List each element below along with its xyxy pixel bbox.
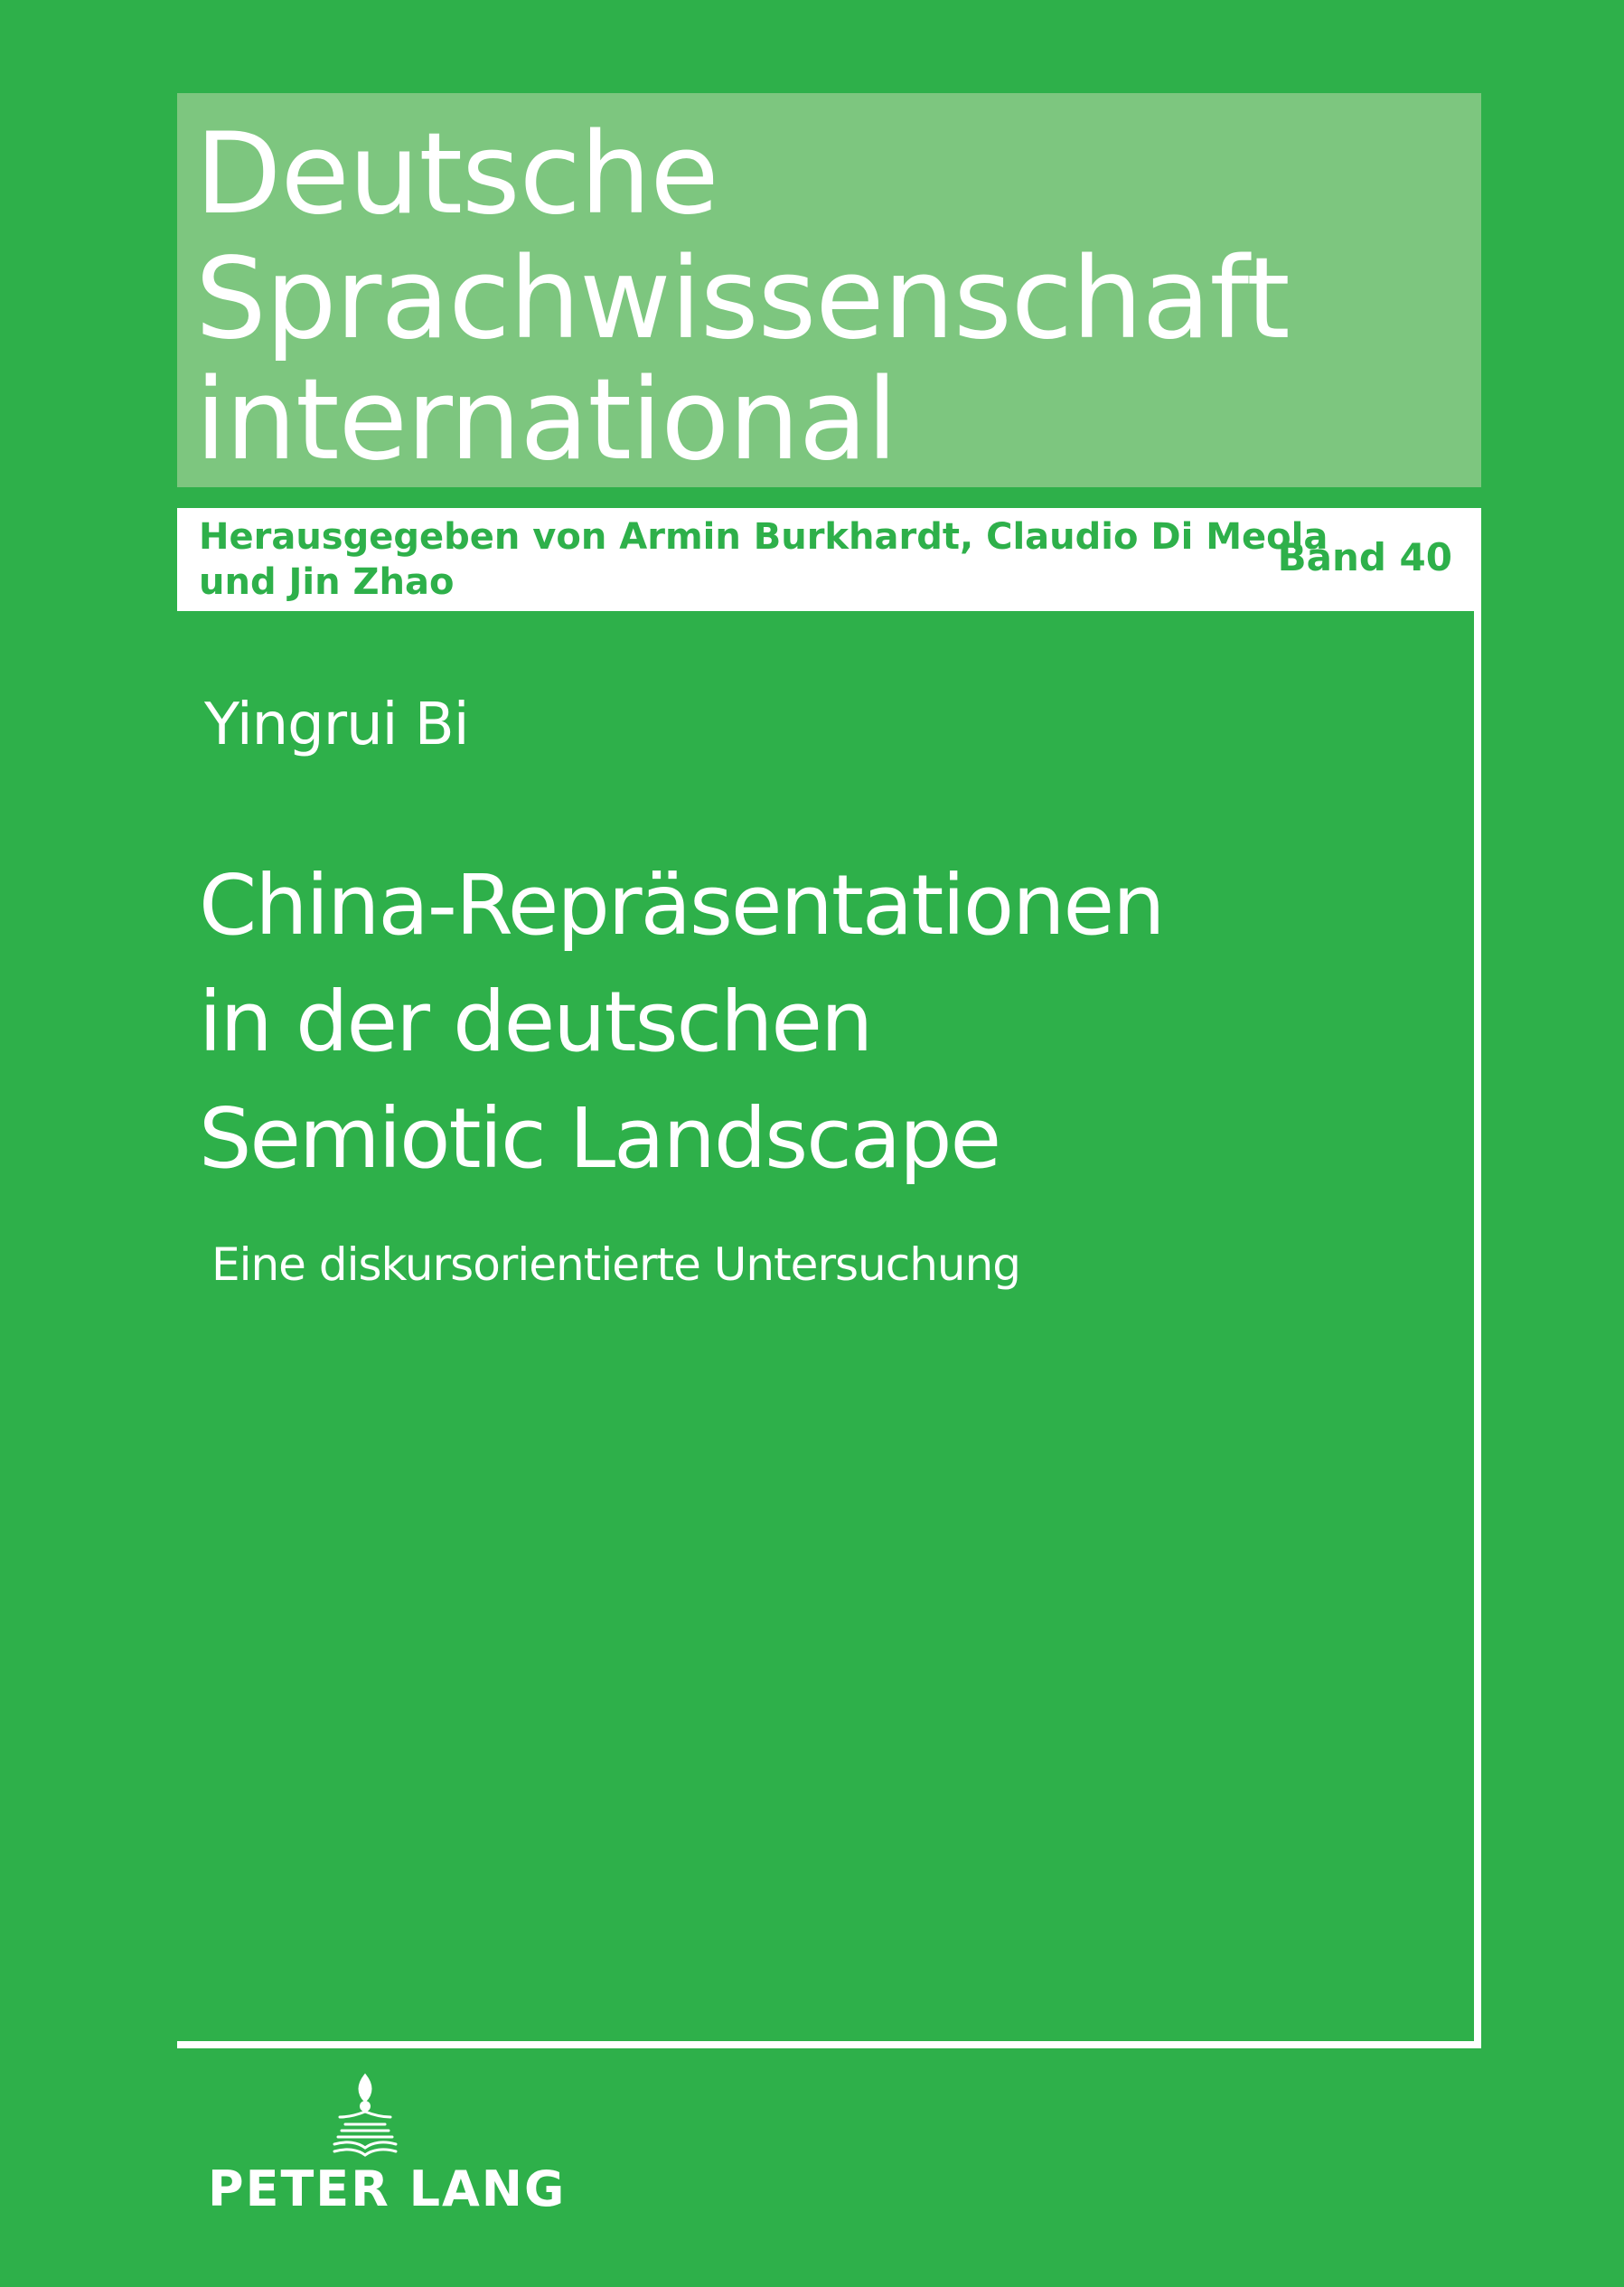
book-subtitle: Eine diskursorientierte Untersuchung — [211, 1238, 1021, 1291]
editors-text: Herausgegeben von Armin Burkhardt, Claudio Di Meola — [199, 516, 1328, 558]
book-title-line: in der deutschen — [199, 974, 872, 1070]
frame-line-bottom — [177, 2041, 1481, 2048]
editors-strip — [177, 508, 1481, 611]
peter-lang-emblem-icon — [320, 2070, 410, 2160]
author-name: Yingrui Bi — [204, 692, 469, 758]
editors-text: und Jin Zhao — [199, 561, 455, 603]
volume-number: Band 40 — [1277, 535, 1452, 579]
series-title-band — [177, 93, 1481, 487]
publisher-name: PETER LANG — [208, 2160, 567, 2217]
book-title-line: Semiotic Landscape — [199, 1090, 1000, 1187]
book-title-line: China-Repräsentationen — [199, 857, 1164, 954]
frame-line-right — [1474, 611, 1481, 2048]
series-title-line: Deutsche — [195, 109, 718, 240]
series-title-line: Sprachwissenschaft — [195, 234, 1290, 364]
series-title-line: international — [195, 355, 897, 485]
